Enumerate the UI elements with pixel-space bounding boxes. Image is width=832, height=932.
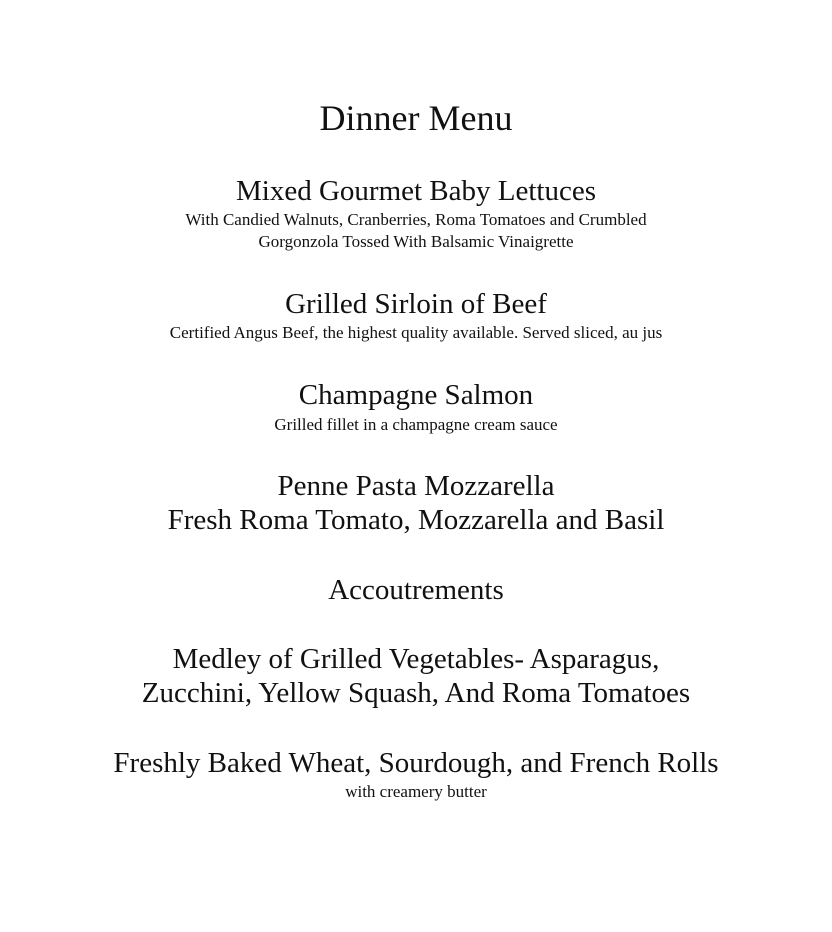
item-desc-lettuces-line1: With Candied Walnuts, Cranberries, Roma Tomatoes and Crumbled xyxy=(185,210,647,229)
item-desc-lettuces-line2: Gorgonzola Tossed With Balsamic Vinaigrette xyxy=(258,232,574,251)
accoutrement-rolls: Freshly Baked Wheat, Sourdough, and French Rolls xyxy=(113,747,719,779)
accoutrement-rolls-desc: with creamery butter xyxy=(345,782,487,801)
section-heading-accoutrements: Accoutrements xyxy=(328,574,504,606)
menu-title: Dinner Menu xyxy=(319,98,513,138)
accoutrement-vegetables-line2: Zucchini, Yellow Squash, And Roma Tomatoes xyxy=(141,677,691,709)
item-name-salmon: Champagne Salmon xyxy=(298,379,534,411)
item-name-lettuces: Mixed Gourmet Baby Lettuces xyxy=(236,175,596,207)
item-name-penne: Penne Pasta Mozzarella xyxy=(277,470,555,502)
item-name-penne-line2: Fresh Roma Tomato, Mozzarella and Basil xyxy=(167,504,665,536)
accoutrement-vegetables-line1: Medley of Grilled Vegetables- Asparagus, xyxy=(172,643,660,675)
item-name-sirloin: Grilled Sirloin of Beef xyxy=(285,288,547,320)
item-desc-salmon: Grilled fillet in a champagne cream sauce xyxy=(274,415,558,434)
item-desc-sirloin: Certified Angus Beef, the highest quality available. Served sliced, au jus xyxy=(169,323,663,342)
